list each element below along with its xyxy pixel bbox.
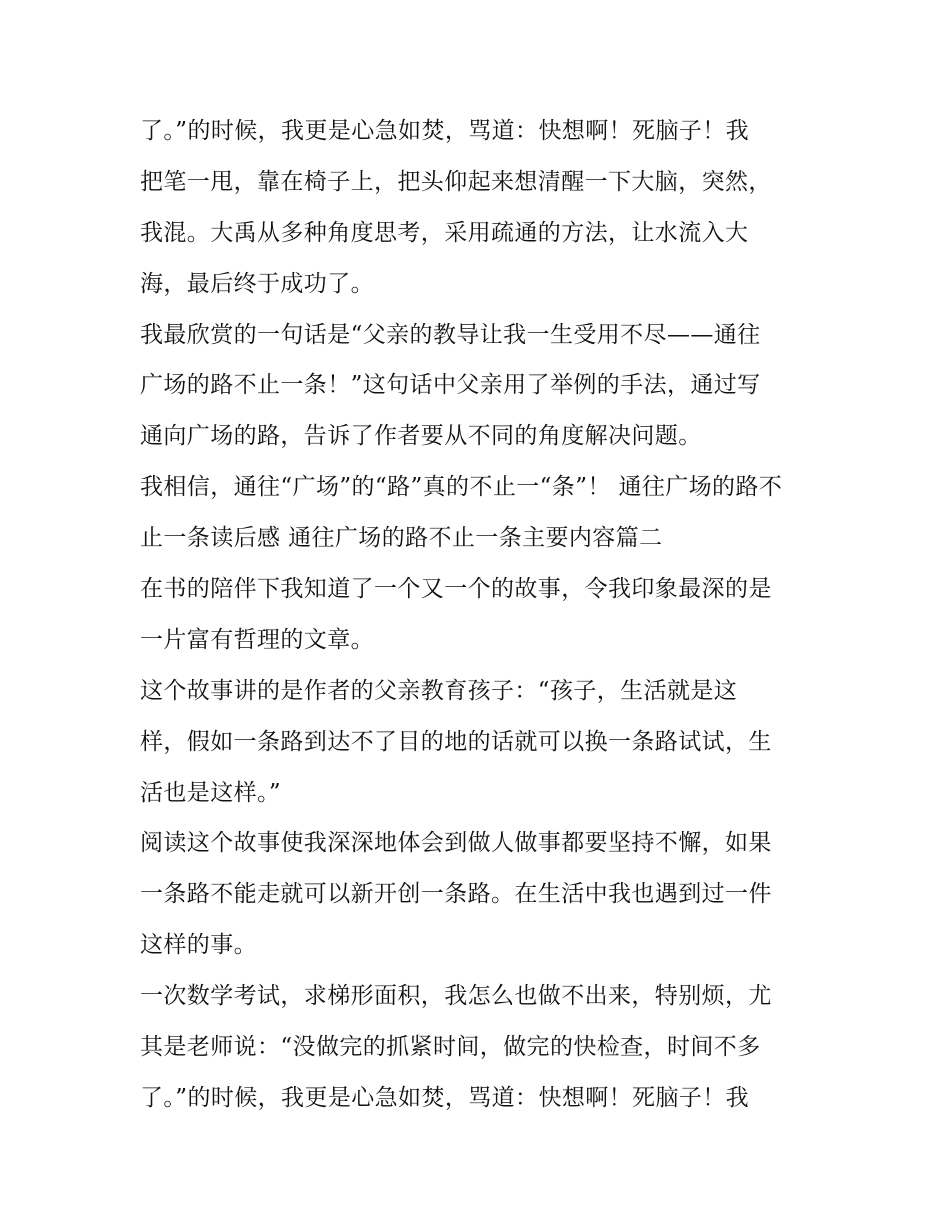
text-line: 通向广场的路，告诉了作者要从不同的角度解决问题。 (140, 423, 702, 450)
text-line: 止一条读后感 通往广场的路不止一条主要内容篇二 (140, 525, 663, 552)
text-line: 我混。大禹从多种角度思考，采用疏通的方法，让水流入大 (140, 219, 749, 246)
text-line: 了。”的时候，我更是心急如焚，骂道：快想啊！死脑子！我 (140, 118, 750, 144)
text-line: 其是老师说：“没做完的抓紧时间，做完的快检查，时间不多 (140, 1034, 761, 1061)
text-line: 我相信，通往“广场”的“路”真的不止一“条”！ 通往广场的路不 (140, 474, 783, 501)
text-line: 活也是这样。” (140, 779, 282, 806)
text-line: 这样的事。 (140, 932, 257, 959)
text-line: 一片富有哲理的文章。 (140, 626, 374, 653)
text-line: 一条路不能走就可以新开创一条路。在生活中我也遇到过一件 (140, 881, 772, 908)
text-line: 阅读这个故事使我深深地体会到做人做事都要坚持不懈，如果 (140, 830, 772, 857)
text-line: 广场的路不止一条！”这句话中父亲用了举例的手法，通过写 (140, 372, 761, 399)
text-line: 一次数学考试，求梯形面积，我怎么也做不出来，特别烦，尤 (140, 983, 772, 1010)
text-line: 在书的陪伴下我知道了一个又一个的故事，令我印象最深的是 (140, 576, 772, 603)
text-line: 把笔一甩，靠在椅子上，把头仰起来想清醒一下大脑，突然， (140, 168, 772, 195)
text-line: 样，假如一条路到达不了目的地的话就可以换一条路试试，生 (140, 728, 772, 755)
text-line: 我最欣赏的一句话是“父亲的教导让我一生受用不尽——通往 (140, 321, 761, 348)
text-line: 了。”的时候，我更是心急如焚，骂道：快想啊！死脑子！我 (140, 1084, 750, 1111)
body-text (140, 110, 830, 1128)
text-line: 海，最后终于成功了。 (140, 270, 374, 297)
text-line: 这个故事讲的是作者的父亲教育孩子：“孩子，生活就是这 (140, 677, 738, 704)
